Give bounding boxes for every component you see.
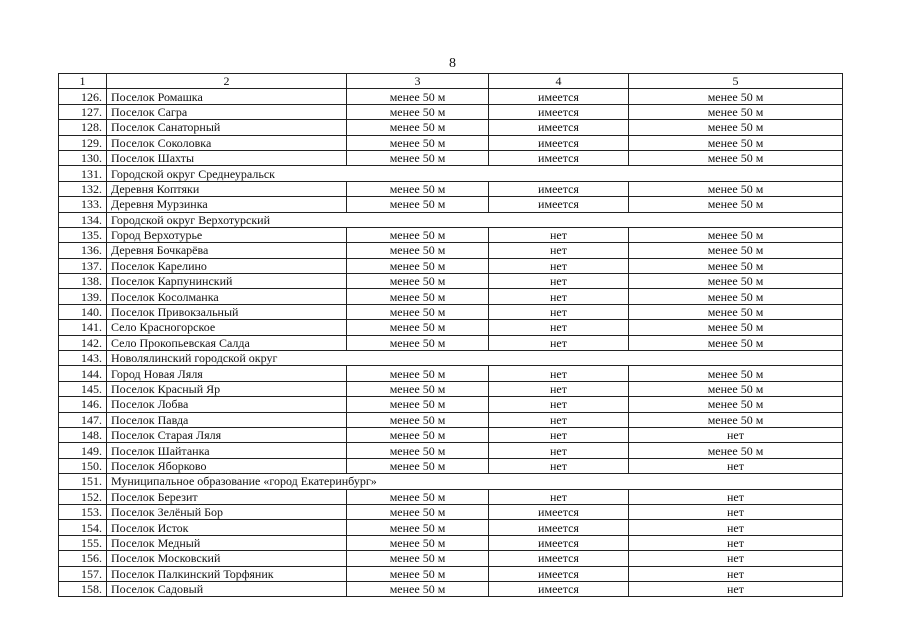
row-number-cell: 130. [59,150,107,165]
section-row [59,212,843,227]
table-row [59,427,843,442]
settlement-name-cell: Поселок Исток [107,520,347,535]
row-number-cell: 152. [59,489,107,504]
distance-cell: менее 50 м [347,397,489,412]
distance-cell: менее 50 м [347,197,489,212]
availability-cell: нет [489,335,629,350]
table-row [59,535,843,550]
settlement-name-cell: Деревня Бочкарёва [107,243,347,258]
distance-2-cell: менее 50 м [629,104,843,119]
distance-cell: менее 50 м [347,335,489,350]
distance-2-cell: менее 50 м [629,120,843,135]
table-header-row [59,74,843,89]
settlement-name-cell: Поселок Палкинский Торфяник [107,566,347,581]
settlement-name-cell: Поселок Санаторный [107,120,347,135]
distance-2-cell: менее 50 м [629,412,843,427]
availability-cell: имеется [489,150,629,165]
table-row [59,581,843,596]
table-row [59,258,843,273]
availability-cell: нет [489,366,629,381]
settlement-name-cell: Поселок Шайтанка [107,443,347,458]
distance-cell: менее 50 м [347,520,489,535]
distance-cell: менее 50 м [347,320,489,335]
table-row [59,366,843,381]
distance-2-cell: менее 50 м [629,443,843,458]
table-row [59,504,843,519]
distance-cell: менее 50 м [347,381,489,396]
distance-2-cell: нет [629,566,843,581]
distance-2-cell: нет [629,581,843,596]
distance-cell: менее 50 м [347,535,489,550]
table-row [59,520,843,535]
section-title-cell: Городской округ Верхотурский [107,212,843,227]
availability-cell: имеется [489,520,629,535]
table-row [59,397,843,412]
row-number-cell: 144. [59,366,107,381]
availability-cell: нет [489,227,629,242]
settlement-name-cell: Деревня Коптяки [107,181,347,196]
table-row [59,243,843,258]
distance-cell: менее 50 м [347,458,489,473]
settlement-name-cell: Поселок Старая Ляля [107,427,347,442]
availability-cell: нет [489,320,629,335]
row-number-cell: 133. [59,197,107,212]
row-number-cell: 151. [59,474,107,489]
row-number-cell: 140. [59,304,107,319]
availability-cell: имеется [489,581,629,596]
distance-2-cell: нет [629,551,843,566]
table-row [59,489,843,504]
distance-2-cell: нет [629,504,843,519]
row-number-cell: 138. [59,274,107,289]
settlement-name-cell: Поселок Карелино [107,258,347,273]
distance-cell: менее 50 м [347,304,489,319]
table-body [59,89,843,597]
distance-2-cell: нет [629,520,843,535]
availability-cell: имеется [489,551,629,566]
section-row [59,351,843,366]
availability-cell: нет [489,412,629,427]
availability-cell: нет [489,489,629,504]
settlement-name-cell: Поселок Привокзальный [107,304,347,319]
distance-cell: менее 50 м [347,366,489,381]
distance-2-cell: менее 50 м [629,366,843,381]
settlement-name-cell: Поселок Ромашка [107,89,347,104]
table-row [59,89,843,104]
distance-2-cell: менее 50 м [629,397,843,412]
row-number-cell: 136. [59,243,107,258]
table-row [59,197,843,212]
availability-cell: имеется [489,566,629,581]
distance-2-cell: менее 50 м [629,135,843,150]
row-number-cell: 129. [59,135,107,150]
table-row [59,135,843,150]
distance-cell: менее 50 м [347,120,489,135]
distance-2-cell: менее 50 м [629,227,843,242]
settlement-name-cell: Город Новая Ляля [107,366,347,381]
settlements-table [58,73,843,597]
row-number-cell: 148. [59,427,107,442]
row-number-cell: 154. [59,520,107,535]
distance-cell: менее 50 м [347,504,489,519]
distance-cell: менее 50 м [347,89,489,104]
distance-2-cell: менее 50 м [629,381,843,396]
settlement-name-cell: Поселок Карпунинский [107,274,347,289]
settlement-name-cell: Поселок Лобва [107,397,347,412]
table-row [59,227,843,242]
section-row [59,166,843,181]
table-row [59,304,843,319]
distance-cell: менее 50 м [347,258,489,273]
column-header-3: 3 [347,74,489,89]
distance-cell: менее 50 м [347,150,489,165]
table-row [59,458,843,473]
availability-cell: имеется [489,104,629,119]
settlement-name-cell: Город Верхотурье [107,227,347,242]
availability-cell: имеется [489,181,629,196]
row-number-cell: 143. [59,351,107,366]
settlement-name-cell: Поселок Садовый [107,581,347,596]
settlement-name-cell: Село Красногорское [107,320,347,335]
distance-cell: менее 50 м [347,443,489,458]
column-header-4: 4 [489,74,629,89]
distance-2-cell: нет [629,489,843,504]
row-number-cell: 126. [59,89,107,104]
row-number-cell: 134. [59,212,107,227]
row-number-cell: 150. [59,458,107,473]
table-row [59,181,843,196]
distance-cell: менее 50 м [347,227,489,242]
row-number-cell: 147. [59,412,107,427]
row-number-cell: 132. [59,181,107,196]
availability-cell: нет [489,443,629,458]
table-row [59,566,843,581]
section-row [59,474,843,489]
distance-2-cell: менее 50 м [629,150,843,165]
page-number: 8 [449,56,456,71]
distance-cell: менее 50 м [347,104,489,119]
row-number-cell: 135. [59,227,107,242]
settlement-name-cell: Поселок Сагра [107,104,347,119]
settlement-name-cell: Поселок Павда [107,412,347,427]
row-number-cell: 155. [59,535,107,550]
settlement-name-cell: Поселок Красный Яр [107,381,347,396]
settlement-name-cell: Поселок Медный [107,535,347,550]
distance-cell: менее 50 м [347,581,489,596]
availability-cell: нет [489,304,629,319]
settlement-name-cell: Поселок Шахты [107,150,347,165]
settlement-name-cell: Поселок Яборково [107,458,347,473]
table-row [59,104,843,119]
availability-cell: имеется [489,135,629,150]
distance-2-cell: менее 50 м [629,335,843,350]
settlement-name-cell: Поселок Зелёный Бор [107,504,347,519]
row-number-cell: 149. [59,443,107,458]
distance-cell: менее 50 м [347,243,489,258]
settlement-name-cell: Поселок Московский [107,551,347,566]
table-row [59,412,843,427]
row-number-cell: 128. [59,120,107,135]
distance-2-cell: менее 50 м [629,181,843,196]
distance-cell: менее 50 м [347,551,489,566]
distance-cell: менее 50 м [347,427,489,442]
distance-2-cell: менее 50 м [629,243,843,258]
availability-cell: нет [489,243,629,258]
section-title-cell: Городской округ Среднеуральск [107,166,843,181]
row-number-cell: 145. [59,381,107,396]
availability-cell: нет [489,274,629,289]
distance-cell: менее 50 м [347,181,489,196]
table-row [59,274,843,289]
distance-2-cell: менее 50 м [629,304,843,319]
row-number-cell: 137. [59,258,107,273]
distance-2-cell: нет [629,427,843,442]
availability-cell: нет [489,289,629,304]
table-row [59,443,843,458]
settlement-name-cell: Село Прокопьевская Салда [107,335,347,350]
availability-cell: имеется [489,535,629,550]
column-header-5: 5 [629,74,843,89]
availability-cell: нет [489,381,629,396]
distance-2-cell: менее 50 м [629,289,843,304]
row-number-cell: 153. [59,504,107,519]
table-row [59,381,843,396]
row-number-cell: 142. [59,335,107,350]
settlement-name-cell: Поселок Березит [107,489,347,504]
distance-cell: менее 50 м [347,412,489,427]
row-number-cell: 157. [59,566,107,581]
distance-2-cell: нет [629,458,843,473]
distance-2-cell: менее 50 м [629,274,843,289]
distance-2-cell: нет [629,535,843,550]
row-number-cell: 127. [59,104,107,119]
distance-cell: менее 50 м [347,489,489,504]
availability-cell: нет [489,458,629,473]
table-row [59,551,843,566]
column-header-2: 2 [107,74,347,89]
distance-cell: менее 50 м [347,289,489,304]
distance-2-cell: менее 50 м [629,258,843,273]
distance-cell: менее 50 м [347,566,489,581]
table-row [59,335,843,350]
settlement-name-cell: Деревня Мурзинка [107,197,347,212]
row-number-cell: 139. [59,289,107,304]
distance-cell: менее 50 м [347,135,489,150]
table-row [59,320,843,335]
settlement-name-cell: Поселок Косолманка [107,289,347,304]
row-number-cell: 141. [59,320,107,335]
row-number-cell: 158. [59,581,107,596]
row-number-cell: 131. [59,166,107,181]
table-row [59,120,843,135]
section-title-cell: Новолялинский городской округ [107,351,843,366]
distance-2-cell: менее 50 м [629,320,843,335]
availability-cell: нет [489,427,629,442]
distance-cell: менее 50 м [347,274,489,289]
row-number-cell: 146. [59,397,107,412]
availability-cell: нет [489,258,629,273]
row-number-cell: 156. [59,551,107,566]
availability-cell: имеется [489,197,629,212]
table-row [59,289,843,304]
availability-cell: имеется [489,89,629,104]
settlement-name-cell: Поселок Соколовка [107,135,347,150]
distance-2-cell: менее 50 м [629,197,843,212]
availability-cell: имеется [489,120,629,135]
section-title-cell: Муниципальное образование «город Екатеринбург» [107,474,843,489]
availability-cell: имеется [489,504,629,519]
distance-2-cell: менее 50 м [629,89,843,104]
column-header-1: 1 [59,74,107,89]
availability-cell: нет [489,397,629,412]
table-row [59,150,843,165]
